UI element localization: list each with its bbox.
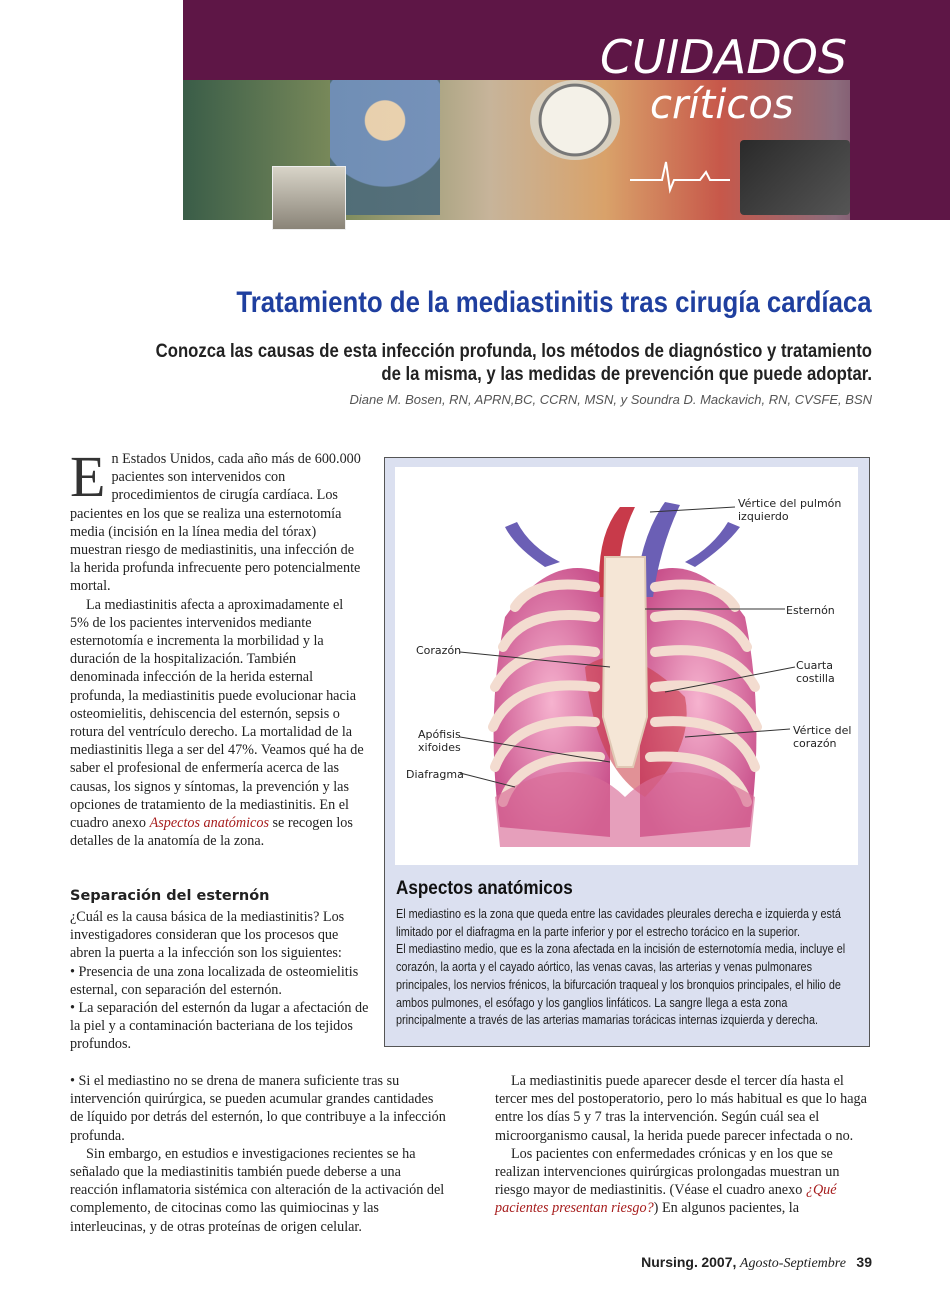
label-apex-heart (793, 724, 851, 750)
byline: Diane M. Bosen, RN, APRN,BC, CCRN, MSN, y Soundra D. Mackavich, RN, CVSFE, BSN (349, 392, 872, 407)
bullet-1: • Presencia de una zona localizada de osteomielitis esternal, con separación del esternón. (70, 963, 359, 998)
lower-right-column (495, 1072, 870, 1218)
section-title: CUIDADOS (600, 30, 848, 84)
intro-text: n Estados Unidos, cada año más de 600.000 pacientes son intervenidos con procedimientos de cirugía cardíaca. Los pacientes en los que se realiza una esternotomía media (incisión en la línea media del tórax) muestran riesgo de mediastinitis, una infección de la herida profunda infrecuente pero potencialmente mortal. (70, 451, 361, 595)
footer-issue: Agosto-Septiembre (739, 1256, 846, 1271)
footer-year: 2007, (701, 1254, 737, 1270)
diaphragm-shape (495, 772, 755, 847)
sidebar-paragraph-1: El mediastino es la zona que queda entre las cavidades pleurales derecha e izquierda y está limitado por el diafragma en la parte inferior y por el estrecho torácico en la superior. (396, 907, 841, 939)
label-apex-heart-line1: Vértice del (793, 724, 852, 737)
bullet-2: • La separación del esternón da lugar a afectación de la piel y a contaminación bacteriana de los tejidos profundos. (70, 1000, 369, 1053)
paragraph-6-text: Los pacientes con enfermedades crónicas y en los que se realizan intervenciones quirúrgicas prolongadas muestran un riesgo mayor de mediastinitis. (Véase el cuadro anexo (495, 1145, 840, 1199)
label-xiphoid-line1: Apófisis (418, 728, 461, 741)
label-apex-heart-line2: corazón (793, 737, 837, 750)
section-subtitle: críticos (650, 82, 794, 128)
header-band-right (850, 80, 950, 220)
left-vessel-shape (505, 522, 560, 567)
sidebar-text (396, 906, 860, 1030)
right-vessel-shape (685, 522, 740, 567)
subhead-separacion: Separación del esternón (70, 888, 270, 904)
label-sternum: Esternón (786, 604, 835, 617)
dropcap: E (70, 444, 106, 509)
deck-line-1: Conozca las causas de esta infección profunda, los métodos de diagnóstico y tratamiento (155, 341, 873, 362)
label-xiphoid-line2: xifoides (418, 741, 461, 754)
intro-column (70, 444, 365, 850)
sternum-shape (603, 557, 647, 767)
paragraph-6-end: ) En algunos pacientes, la (653, 1200, 800, 1217)
ecg-trace-image (630, 150, 730, 200)
intro-paragraph (70, 444, 365, 596)
label-vertex-lung (738, 497, 841, 523)
xray-thumbnail (272, 166, 346, 230)
pressure-gauge-image (530, 80, 620, 160)
ribcage-illustration (395, 467, 858, 865)
page-footer (641, 1254, 872, 1272)
label-fourth-rib-line1: Cuarta (796, 659, 833, 672)
label-heart: Corazón (416, 644, 462, 657)
aspectos-anatomicos-link[interactable]: Aspectos anatómicos (149, 815, 269, 832)
monitor-device-image (740, 140, 850, 215)
deck-line-2: de la misma, y las medidas de prevención que puede adoptar. (381, 364, 872, 385)
paragraph-2-end: se recogen los detalles de la anatomía de la zona. (70, 815, 353, 850)
label-vertex-lung-line2: izquierdo (738, 510, 789, 523)
label-diaphragm: Diafragma (406, 768, 464, 781)
anatomy-figure (395, 467, 858, 865)
page-number: 39 (856, 1254, 872, 1270)
pacientes-riesgo-link[interactable]: ¿Qué pacientes presentan riesgo? (495, 1182, 837, 1217)
label-xiphoid (418, 728, 461, 754)
causes-column (70, 908, 370, 1054)
sidebar-title: Aspectos anatómicos (396, 878, 573, 899)
label-fourth-rib-line2: costilla (796, 672, 835, 685)
bullet-3: • Si el mediastino no se drena de manera suficiente tras su intervención quirúrgica, se pueden acumular grandes cantidades de líquido por detrás del esternón, lo que contribuye a la infección profunda. (70, 1073, 446, 1144)
paragraph-2 (70, 596, 365, 851)
nurse-photo (330, 80, 440, 215)
article-title: Tratamiento de la mediastinitis tras cirugía cardíaca (236, 286, 872, 319)
paragraph-2-text: La mediastinitis afecta a aproximadamente el 5% de los pacientes intervenidos mediante esternotomía e incrementa la morbilidad y la duración de la hospitalización. También denominada infección de la herida esternal profunda, la mediastinitis puede evolucionar hacia osteomielitis, dehiscencia del esternón, sepsis o rotura del ventrículo derecho. La mortalidad de la mediastinitis llega a ser del 47%. Veamos qué ha de saber el profesional de enfermería acerca de las causas, los signos y síntomas, la prevención y las opciones de tratamiento de la mediastinitis. En el cuadro anexo (70, 596, 364, 832)
footer-journal: Nursing. (641, 1254, 698, 1270)
article-deck (52, 340, 872, 386)
sidebar-paragraph-2: El mediastino medio, que es la zona afectada en la incisión de esternotomía media, incluye el corazón, la aorta y el cayado aórtico, las venas cavas, las arterias y venas pulmonares principales, los nervios frénicos, la bifurcación traqueal y los bronquios principales, el hilio de ambos pulmones, el esófago y los ganglios linfáticos. La sangre llega a esta zona principalmente a través de las arterias mamarias torácicas internas izquierda y derecha. (396, 942, 846, 1028)
paragraph-5: La mediastinitis puede aparecer desde el tercer día hasta el tercer mes del postoperatorio, pero lo más habitual es que lo haga entre los días 5 y 7 tras la intervención. Según cuál sea el microorganismo causal, la herida puede parecer infectada o no. (495, 1073, 867, 1144)
paragraph-3: ¿Cuál es la causa básica de la mediastinitis? Los investigadores consideran que los procesos que abren la puerta a la infección son los siguientes: (70, 909, 345, 962)
paragraph-6 (495, 1145, 870, 1218)
label-vertex-lung-line1: Vértice del pulmón (738, 497, 842, 510)
label-fourth-rib (796, 659, 835, 685)
paragraph-4: Sin embargo, en estudios e investigaciones recientes se ha señalado que la mediastinitis también puede deberse a una reacción inflamatoria sistémica con alteración de la activación del complemento, de citocinas como las quimiocinas y las interleucinas, y de otras proteínas de origen celular. (70, 1145, 445, 1235)
lower-left-column (70, 1072, 450, 1236)
